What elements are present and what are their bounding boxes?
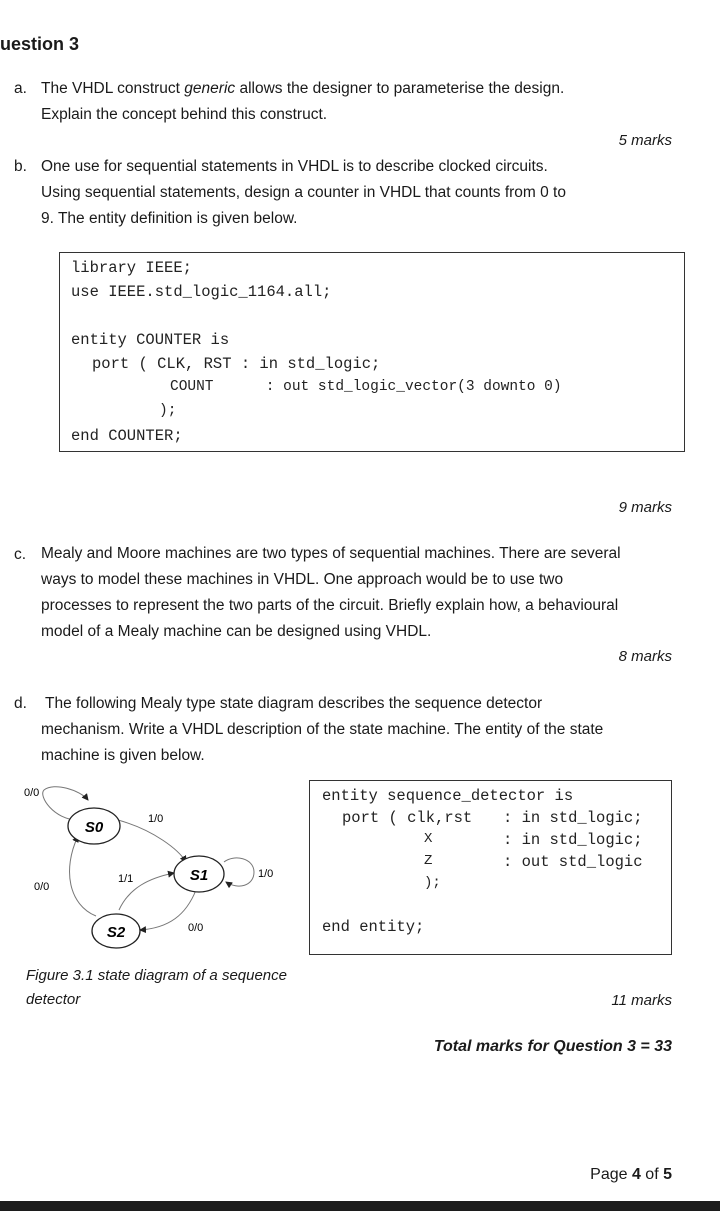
part-b-marks: 9 marks [618, 499, 672, 516]
part-d-line-2: mechanism. Write a VHDL description of the state machine. The entity of the state [41, 721, 604, 738]
page-number: Page 4 of 5 [590, 1166, 672, 1183]
part-c-line-3: processes to represent the two parts of the circuit. Briefly explain how, a behavioural [41, 597, 619, 614]
part-a-letter: a. [14, 80, 27, 97]
part-a-marks: 5 marks [618, 132, 672, 149]
code-line: : in std_logic; [503, 809, 643, 827]
bottom-bar [0, 1201, 720, 1211]
code-line: port ( CLK, RST : in std_logic; [92, 355, 381, 373]
code-line: entity sequence_detector is [322, 787, 574, 805]
question-title: uestion 3 [0, 34, 80, 54]
state-s0-label: S0 [84, 819, 104, 836]
part-c-marks: 8 marks [618, 648, 672, 665]
state-s2-label: S2 [106, 924, 126, 941]
figure-caption-line-1: Figure 3.1 state diagram of a sequence [26, 967, 287, 984]
code-line: use IEEE.std_logic_1164.all; [71, 283, 332, 301]
part-d-letter: d. [14, 695, 27, 712]
part-b-line-1: One use for sequential statements in VHDL is to describe clocked circuits. [41, 158, 548, 175]
code-line: end COUNTER; [71, 427, 183, 445]
part-a-text [41, 76, 564, 128]
part-c-text [41, 541, 621, 645]
figure-caption-line-2: detector [26, 991, 81, 1008]
transition-arc-s1-self [224, 858, 254, 886]
part-a-line-1: The VHDL construct generic allows the designer to parameterise the design. [41, 80, 565, 97]
part-b-text [41, 154, 566, 232]
part-d-text [41, 691, 603, 769]
state-s1-label: S1 [189, 867, 209, 884]
part-c-line-1: Mealy and Moore machines are two types of sequential machines. There are several [41, 545, 621, 562]
transition-label-s2-s0: 0/0 [34, 881, 50, 893]
part-d-line-1: The following Mealy type state diagram describes the sequence detector [45, 695, 543, 712]
counter-entity-code-box [59, 252, 685, 452]
transition-arc-s2-s0 [70, 836, 96, 916]
part-b-line-2: Using sequential statements, design a counter in VHDL that counts from 0 to [41, 184, 566, 201]
part-c-letter: c. [14, 546, 27, 563]
code-line: ); [424, 875, 441, 891]
code-line: : in std_logic; [503, 831, 643, 849]
code-line: : out std_logic [503, 853, 643, 871]
code-line: end entity; [322, 918, 425, 936]
state-diagram [14, 780, 304, 950]
transition-label-s0-self: 0/0 [24, 787, 40, 799]
transition-label-s1-self: 1/0 [258, 868, 274, 880]
code-line: ); [159, 403, 177, 419]
code-line: X [424, 831, 433, 847]
part-d-marks: 11 marks [611, 992, 672, 1009]
part-d-line-3: machine is given below. [41, 747, 205, 764]
code-line: port ( clk,rst [342, 809, 473, 827]
part-c-line-2: ways to model these machines in VHDL. One approach would be to use two [41, 571, 564, 588]
transition-arc-s0-s1 [118, 820, 186, 862]
part-b-letter: b. [14, 158, 27, 175]
part-b-line-3: 9. The entity definition is given below. [41, 210, 298, 227]
sequence-detector-entity-code-box [309, 780, 672, 955]
code-line: COUNT : out std_logic_vector(3 downto 0) [170, 379, 562, 395]
transition-label-s2-s1: 1/1 [118, 873, 134, 885]
figure-caption [26, 964, 287, 1012]
code-line: library IEEE; [71, 259, 192, 277]
transition-label-s0-s1: 1/0 [148, 813, 164, 825]
part-a-line-2: Explain the concept behind this construct. [41, 106, 328, 123]
code-line: Z [424, 853, 433, 869]
total-marks: Total marks for Question 3 = 33 [433, 1038, 672, 1055]
code-line: entity COUNTER is [71, 331, 230, 349]
transition-label-s1-s2: 0/0 [188, 922, 204, 934]
part-c-line-4: model of a Mealy machine can be designed using VHDL. [41, 623, 432, 640]
